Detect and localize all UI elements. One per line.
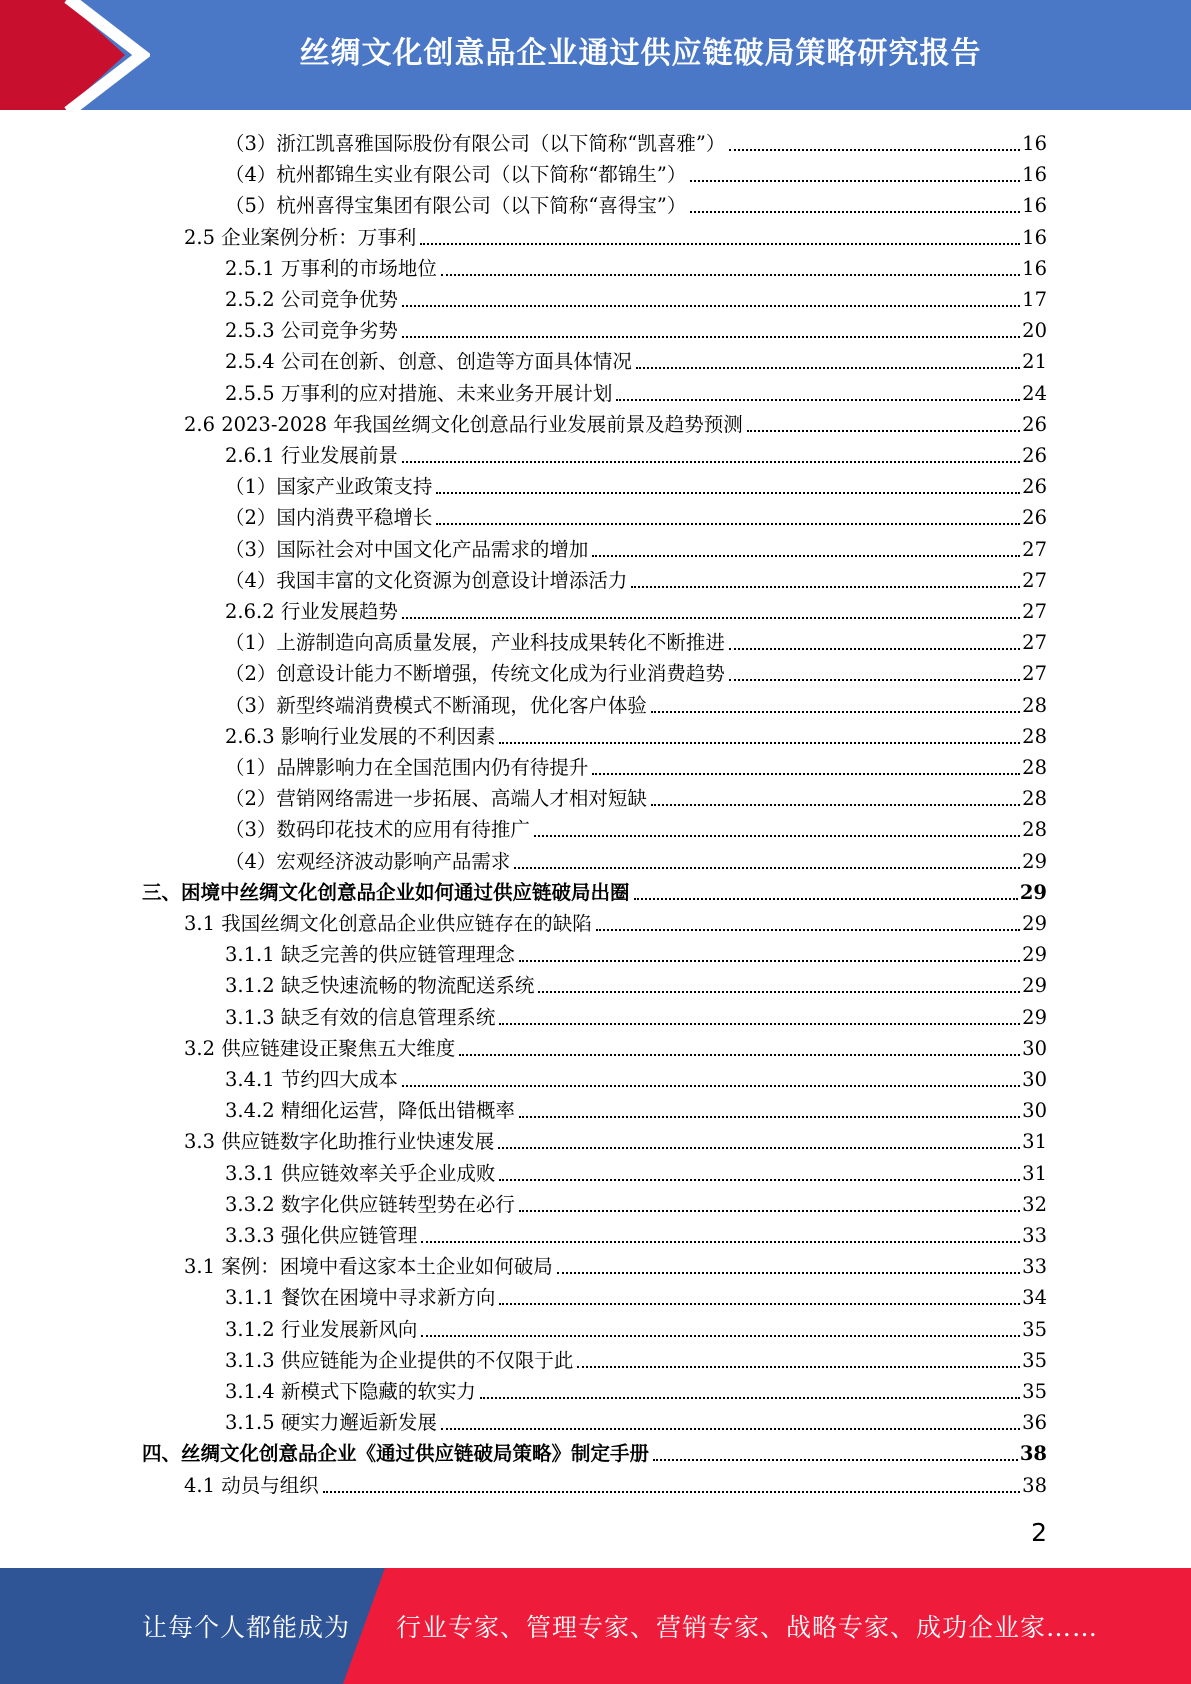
toc-entry[interactable] bbox=[225, 282, 1047, 313]
toc-entry-label: 3.1.1 缺乏完善的供应链管理理念 bbox=[225, 943, 515, 967]
toc-entry[interactable] bbox=[225, 1062, 1047, 1093]
toc-entry-page: 21 bbox=[1022, 350, 1047, 374]
toc-dot-leader bbox=[436, 492, 1020, 494]
toc-entry-page: 28 bbox=[1022, 818, 1047, 842]
toc-dot-leader bbox=[651, 804, 1020, 806]
header-banner bbox=[0, 0, 1191, 110]
toc-entry-page: 16 bbox=[1022, 132, 1047, 155]
toc-entry-page: 33 bbox=[1022, 1255, 1047, 1279]
toc-entry[interactable] bbox=[225, 376, 1047, 407]
toc-entry-page: 28 bbox=[1022, 724, 1047, 748]
toc-entry-page: 16 bbox=[1022, 163, 1047, 187]
toc-dot-leader bbox=[402, 617, 1020, 619]
toc-entry-page: 26 bbox=[1022, 444, 1047, 467]
toc-entry-label: 3.1.2 缺乏快速流畅的物流配送系统 bbox=[225, 974, 535, 998]
toc-dot-leader bbox=[690, 180, 1020, 182]
toc-entry-label: （4）我国丰富的文化资源为创意设计增添活力 bbox=[225, 568, 628, 592]
toc-dot-leader bbox=[402, 461, 1020, 463]
toc-dot-leader bbox=[499, 1303, 1020, 1305]
toc-dot-leader bbox=[441, 274, 1020, 276]
toc-entry-page: 29 bbox=[1022, 1005, 1047, 1029]
toc-entry[interactable] bbox=[225, 1187, 1047, 1218]
toc-entry[interactable] bbox=[225, 1374, 1047, 1405]
toc-entry-page: 30 bbox=[1022, 1068, 1047, 1091]
toc-entry-page: 29 bbox=[1022, 849, 1047, 873]
toc-dot-leader bbox=[616, 399, 1020, 401]
toc-entry[interactable] bbox=[225, 750, 1047, 781]
toc-entry-label: （3）数码印花技术的应用有待推广 bbox=[225, 818, 530, 842]
toc-dot-leader bbox=[519, 1116, 1020, 1118]
toc-entry-page: 33 bbox=[1022, 1224, 1047, 1247]
toc-entry[interactable] bbox=[225, 1156, 1047, 1187]
toc-entry[interactable] bbox=[225, 313, 1047, 344]
toc-entry-page: 36 bbox=[1022, 1411, 1047, 1435]
toc-entry-page: 26 bbox=[1022, 412, 1047, 436]
toc-entry[interactable] bbox=[225, 656, 1047, 687]
toc-dot-leader bbox=[323, 1491, 1020, 1493]
toc-entry[interactable] bbox=[225, 1093, 1047, 1124]
toc-dot-leader bbox=[729, 679, 1020, 681]
toc-entry-page: 27 bbox=[1022, 537, 1047, 561]
toc-dot-leader bbox=[631, 586, 1020, 588]
toc-entry-label: 三、困境中丝绸文化创意品企业如何通过供应链破局出圈 bbox=[142, 880, 630, 904]
toc-entry[interactable] bbox=[225, 1218, 1047, 1249]
toc-dot-leader bbox=[499, 742, 1020, 744]
toc-entry-label: 3.2 供应链建设正聚焦五大维度 bbox=[184, 1036, 456, 1060]
toc-entry-label: 2.5.3 公司竞争劣势 bbox=[225, 319, 398, 343]
footer-banner bbox=[0, 1568, 1191, 1684]
toc-entry-label: （1）上游制造向高质量发展，产业科技成果转化不断推进 bbox=[225, 631, 725, 655]
toc-dot-leader bbox=[592, 773, 1020, 775]
toc-entry-page: 32 bbox=[1022, 1192, 1047, 1216]
toc-entry-label: （1）品牌影响力在全国范围内仍有待提升 bbox=[225, 756, 589, 779]
toc-entry-page: 16 bbox=[1022, 256, 1047, 280]
toc-dot-leader bbox=[557, 1272, 1020, 1274]
toc-entry-label: 3.4.2 精细化运营，降低出错概率 bbox=[225, 1099, 515, 1123]
toc-entry[interactable] bbox=[225, 719, 1047, 750]
toc-entry-page: 29 bbox=[1019, 880, 1047, 904]
toc-entry-label: 2.5.5 万事利的应对措施、未来业务开展计划 bbox=[225, 381, 613, 405]
toc-entry-label: 3.1.4 新模式下隐藏的软实力 bbox=[225, 1380, 476, 1403]
toc-entry-label: 3.3.2 数字化供应链转型势在必行 bbox=[225, 1192, 515, 1216]
toc-entry-label: （2）创意设计能力不断增强，传统文化成为行业消费趋势 bbox=[225, 662, 725, 686]
toc-dot-leader bbox=[420, 243, 1020, 245]
toc-dot-leader bbox=[480, 1397, 1020, 1399]
toc-dot-leader bbox=[636, 367, 1020, 369]
toc-entry-page: 30 bbox=[1022, 1099, 1047, 1123]
toc-dot-leader bbox=[729, 149, 1020, 151]
toc-entry-page: 31 bbox=[1022, 1161, 1047, 1185]
toc-entry-label: （2）营销网络需进一步拓展、高端人才相对短缺 bbox=[225, 787, 647, 811]
toc-entry[interactable] bbox=[225, 1000, 1047, 1031]
toc-dot-leader bbox=[421, 1241, 1020, 1243]
toc-entry[interactable] bbox=[184, 1249, 1047, 1280]
toc-entry-page: 30 bbox=[1022, 1036, 1047, 1060]
toc-entry-label: 3.1.2 行业发展新风向 bbox=[225, 1317, 418, 1341]
toc-dot-leader bbox=[421, 1335, 1020, 1337]
toc-entry-page: 26 bbox=[1022, 475, 1047, 499]
toc-dot-leader bbox=[747, 430, 1020, 432]
toc-entry-label: 3.1 我国丝绸文化创意品企业供应链存在的缺陷 bbox=[184, 912, 592, 935]
toc-entry-page: 35 bbox=[1022, 1348, 1047, 1372]
toc-entry[interactable] bbox=[225, 157, 1047, 188]
toc-entry-label: 2.6.3 影响行业发展的不利因素 bbox=[225, 724, 496, 748]
toc-entry-label: 4.1 动员与组织 bbox=[184, 1473, 319, 1497]
toc-dot-leader bbox=[514, 867, 1020, 869]
report-title: 丝绸文化创意品企业通过供应链破局策略研究报告 bbox=[299, 36, 982, 71]
toc-dot-leader bbox=[596, 929, 1020, 931]
toc-entry-page: 27 bbox=[1022, 631, 1047, 655]
toc-entry[interactable] bbox=[225, 781, 1047, 812]
toc-entry-page: 28 bbox=[1022, 787, 1047, 811]
toc-entry[interactable] bbox=[142, 875, 1047, 906]
toc-entry[interactable] bbox=[225, 188, 1047, 219]
toc-dot-leader bbox=[498, 1147, 1020, 1149]
toc-entry-label: （4）杭州都锦生实业有限公司（以下简称“都锦生”） bbox=[225, 163, 687, 187]
toc-entry-page: 35 bbox=[1022, 1317, 1047, 1341]
footer-slogan-left: 让每个人都能成为 bbox=[142, 1613, 351, 1642]
toc-entry-label: 2.5.4 公司在创新、创意、创造等方面具体情况 bbox=[225, 350, 632, 374]
toc-entry[interactable] bbox=[225, 1280, 1047, 1311]
toc-entry-label: 2.5 企业案例分析：万事利 bbox=[184, 225, 417, 249]
header-arrow-icon bbox=[0, 0, 150, 110]
toc-entry-page: 17 bbox=[1022, 288, 1047, 311]
toc-entry-label: 3.4.1 节约四大成本 bbox=[225, 1068, 398, 1091]
toc-entry-page: 27 bbox=[1022, 600, 1047, 623]
toc-entry[interactable] bbox=[225, 1405, 1047, 1436]
toc-entry[interactable] bbox=[225, 532, 1047, 563]
toc-dot-leader bbox=[534, 835, 1020, 837]
toc-entry-label: 2.5.2 公司竞争优势 bbox=[225, 288, 398, 311]
toc-entry-page: 27 bbox=[1022, 568, 1047, 592]
toc-dot-leader bbox=[653, 1459, 1018, 1461]
toc-entry[interactable] bbox=[184, 1031, 1047, 1062]
toc-entry-page: 28 bbox=[1022, 756, 1047, 779]
toc-dot-leader bbox=[441, 1428, 1020, 1430]
toc-entry[interactable] bbox=[184, 1468, 1047, 1499]
toc-entry[interactable] bbox=[225, 438, 1047, 469]
toc-entry[interactable] bbox=[184, 906, 1047, 937]
toc-dot-leader bbox=[729, 648, 1020, 650]
toc-entry[interactable] bbox=[142, 1436, 1047, 1467]
toc-entry-page: 16 bbox=[1022, 225, 1047, 249]
footer-slogan-right: 行业专家、管理专家、营销专家、战略专家、成功企业家…… bbox=[396, 1613, 1099, 1642]
toc-entry[interactable] bbox=[225, 937, 1047, 968]
toc-entry[interactable] bbox=[225, 126, 1047, 157]
toc-dot-leader bbox=[651, 711, 1020, 713]
toc-dot-leader bbox=[634, 898, 1018, 900]
toc-entry-label: （4）宏观经济波动影响产品需求 bbox=[225, 849, 511, 873]
toc-entry-label: 3.1.3 供应链能为企业提供的不仅限于此 bbox=[225, 1348, 574, 1372]
toc-entry-page: 38 bbox=[1019, 1442, 1047, 1466]
toc-dot-leader bbox=[499, 1023, 1020, 1025]
toc-entry[interactable] bbox=[225, 625, 1047, 656]
toc-entry-page: 31 bbox=[1022, 1130, 1047, 1154]
toc-entry-label: 3.1.5 硬实力邂逅新发展 bbox=[225, 1411, 437, 1435]
toc-entry-label: 3.1.3 缺乏有效的信息管理系统 bbox=[225, 1005, 496, 1029]
toc-entry-label: （1）国家产业政策支持 bbox=[225, 475, 433, 499]
toc-entry-label: 2.5.1 万事利的市场地位 bbox=[225, 256, 437, 280]
toc-entry-label: （5）杭州喜得宝集团有限公司（以下简称“喜得宝”） bbox=[225, 194, 687, 218]
toc-entry-label: 3.3 供应链数字化助推行业快速发展 bbox=[184, 1130, 495, 1154]
toc-entry-label: （3）新型终端消费模式不断涌现，优化客户体验 bbox=[225, 693, 647, 717]
toc-entry-label: 2.6 2023-2028 年我国丝绸文化创意品行业发展前景及趋势预测 bbox=[184, 412, 743, 436]
page-number: 2 bbox=[1031, 1518, 1047, 1547]
toc-entry-label: 四、丝绸文化创意品企业《通过供应链破局策略》制定手册 bbox=[142, 1442, 650, 1466]
toc-entry-page: 20 bbox=[1022, 319, 1047, 343]
toc-dot-leader bbox=[402, 1085, 1020, 1087]
toc-entry-label: 3.3.3 强化供应链管理 bbox=[225, 1224, 418, 1247]
toc-dot-leader bbox=[538, 991, 1020, 993]
toc-entry-page: 38 bbox=[1022, 1473, 1047, 1497]
toc-dot-leader bbox=[499, 1179, 1020, 1181]
toc-entry-label: （3）浙江凯喜雅国际股份有限公司（以下简称“凯喜雅”） bbox=[225, 132, 726, 155]
toc-entry[interactable] bbox=[184, 1124, 1047, 1155]
toc-entry[interactable] bbox=[225, 344, 1047, 375]
toc-entry-label: 3.1.1 餐饮在困境中寻求新方向 bbox=[225, 1286, 496, 1310]
toc-entry[interactable] bbox=[225, 594, 1047, 625]
toc-entry[interactable] bbox=[225, 688, 1047, 719]
toc-entry-page: 34 bbox=[1022, 1286, 1047, 1310]
toc-entry-page: 29 bbox=[1022, 974, 1047, 998]
toc-entry[interactable] bbox=[225, 1312, 1047, 1343]
toc-entry-page: 29 bbox=[1022, 912, 1047, 935]
toc-entry[interactable] bbox=[184, 220, 1047, 251]
toc-entry[interactable] bbox=[225, 251, 1047, 282]
toc-entry-page: 26 bbox=[1022, 506, 1047, 530]
toc-entry[interactable] bbox=[184, 407, 1047, 438]
toc-entry-page: 24 bbox=[1022, 381, 1047, 405]
toc-dot-leader bbox=[436, 523, 1020, 525]
toc-entry[interactable] bbox=[225, 844, 1047, 875]
toc-entry-page: 16 bbox=[1022, 194, 1047, 218]
toc-dot-leader bbox=[402, 305, 1020, 307]
toc-dot-leader bbox=[402, 336, 1020, 338]
toc-dot-leader bbox=[459, 1054, 1020, 1056]
toc-entry[interactable] bbox=[225, 469, 1047, 500]
toc-entry[interactable] bbox=[225, 500, 1047, 531]
toc-entry-page: 35 bbox=[1022, 1380, 1047, 1403]
toc-dot-leader bbox=[690, 211, 1020, 213]
toc-dot-leader bbox=[592, 555, 1020, 557]
toc-entry-label: 2.6.1 行业发展前景 bbox=[225, 444, 398, 467]
toc-entry-page: 27 bbox=[1022, 662, 1047, 686]
toc-dot-leader bbox=[519, 1210, 1020, 1212]
toc-dot-leader bbox=[577, 1366, 1020, 1368]
toc-dot-leader bbox=[519, 960, 1020, 962]
toc-entry[interactable] bbox=[225, 1343, 1047, 1374]
toc-entry-page: 28 bbox=[1022, 693, 1047, 717]
toc-entry-label: （3）国际社会对中国文化产品需求的增加 bbox=[225, 537, 589, 561]
toc-entry[interactable] bbox=[225, 968, 1047, 999]
toc-entry[interactable] bbox=[225, 563, 1047, 594]
toc-entry-label: 3.1 案例：困境中看这家本土企业如何破局 bbox=[184, 1255, 553, 1279]
toc-entry-page: 29 bbox=[1022, 943, 1047, 967]
toc-entry-label: 3.3.1 供应链效率关乎企业成败 bbox=[225, 1161, 496, 1185]
toc-entry-label: 2.6.2 行业发展趋势 bbox=[225, 600, 398, 623]
toc-entry[interactable] bbox=[225, 812, 1047, 843]
toc-entry-label: （2）国内消费平稳增长 bbox=[225, 506, 433, 530]
